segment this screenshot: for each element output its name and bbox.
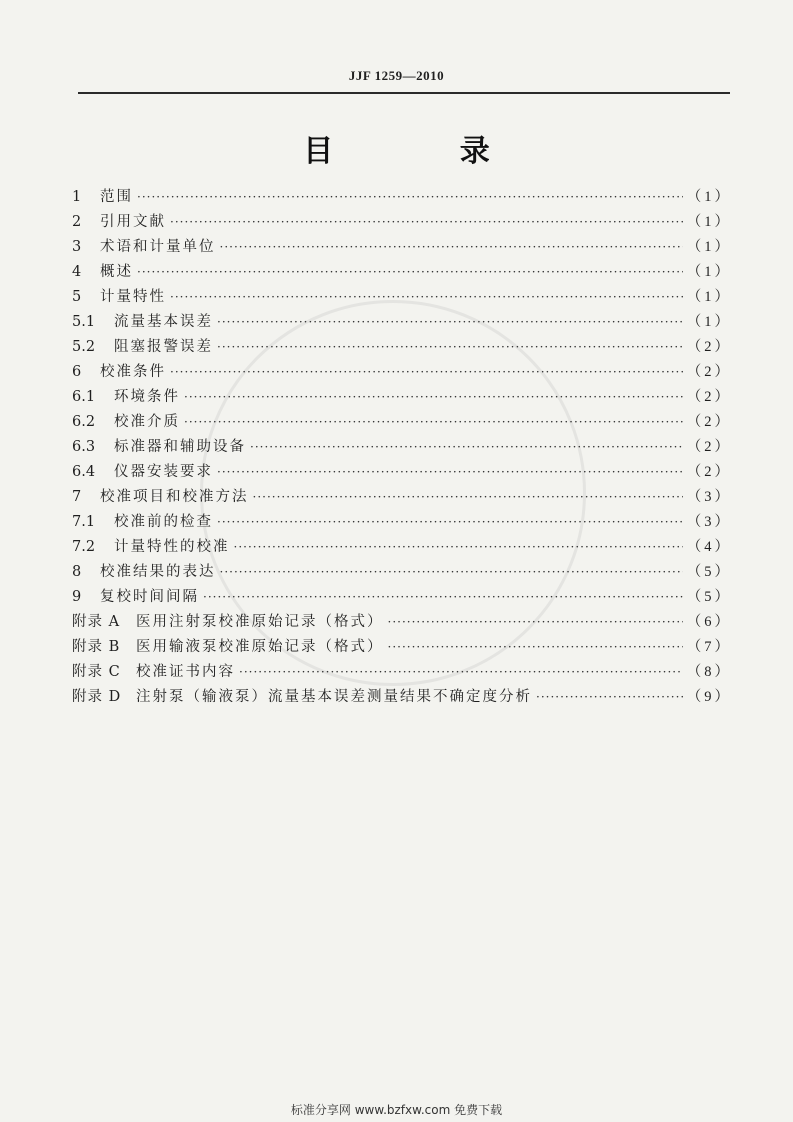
toc-entry-title: 校准条件 bbox=[100, 364, 166, 380]
toc-entry-page: （5） bbox=[686, 589, 732, 605]
toc-entry-page: （3） bbox=[686, 489, 732, 505]
toc-entry-number: 附录 D bbox=[72, 689, 122, 705]
toc-entry-title: 概述 bbox=[100, 264, 133, 280]
toc-entry-page: （1） bbox=[686, 314, 732, 330]
toc-entry-title: 计量特性 bbox=[100, 289, 166, 305]
toc-entry-page: （1） bbox=[686, 239, 732, 255]
toc-entry-title: 术语和计量单位 bbox=[100, 239, 216, 255]
toc-entry-page: （1） bbox=[686, 214, 732, 230]
toc-leader-dots bbox=[137, 265, 683, 279]
toc-entry-number: 6.4 bbox=[72, 464, 96, 480]
toc-entry bbox=[72, 610, 732, 635]
toc-entry-title: 医用注射泵校准原始记录（格式） bbox=[136, 614, 384, 630]
toc-entry-number: 3 bbox=[72, 239, 82, 255]
toc-entry-number: 9 bbox=[72, 589, 82, 605]
toc-leader-dots bbox=[536, 690, 683, 704]
toc-entry bbox=[72, 335, 732, 360]
toc-leader-dots bbox=[170, 290, 683, 304]
toc-entry-number: 7.1 bbox=[72, 514, 96, 530]
toc-entry-title: 流量基本误差 bbox=[114, 314, 213, 330]
toc-entry-title: 计量特性的校准 bbox=[114, 539, 230, 555]
toc-entry-number: 6.2 bbox=[72, 414, 96, 430]
toc-leader-dots bbox=[170, 215, 683, 229]
toc-entry bbox=[72, 310, 732, 335]
toc-entry-page: （2） bbox=[686, 414, 732, 430]
toc-entry bbox=[72, 535, 732, 560]
toc-entry-number: 6 bbox=[72, 364, 82, 380]
toc-entry-page: （1） bbox=[686, 264, 732, 280]
header-rule bbox=[78, 92, 730, 94]
toc-entry-number: 7 bbox=[72, 489, 82, 505]
toc-entry-number: 1 bbox=[72, 189, 82, 205]
toc-leader-dots bbox=[203, 590, 683, 604]
toc-entry-number: 附录 C bbox=[72, 664, 121, 680]
toc-entry-page: （9） bbox=[686, 689, 732, 705]
toc-entry-page: （2） bbox=[686, 389, 732, 405]
toc-entry bbox=[72, 685, 732, 710]
toc-entry bbox=[72, 360, 732, 385]
toc-entry-page: （3） bbox=[686, 514, 732, 530]
toc-entry-title: 校准结果的表达 bbox=[100, 564, 216, 580]
toc-entry bbox=[72, 660, 732, 685]
toc-entry-page: （4） bbox=[686, 539, 732, 555]
toc-entry-title: 阻塞报警误差 bbox=[114, 339, 213, 355]
toc-entry-title: 校准证书内容 bbox=[136, 664, 235, 680]
toc-entry bbox=[72, 260, 732, 285]
toc-entry-title: 注射泵（输液泵）流量基本误差测量结果不确定度分析 bbox=[136, 689, 532, 705]
toc-entry-title: 校准项目和校准方法 bbox=[100, 489, 249, 505]
toc-leader-dots bbox=[184, 390, 683, 404]
toc-entry-number: 7.2 bbox=[72, 539, 96, 555]
toc-entry-number: 5 bbox=[72, 289, 82, 305]
toc-entry-page: （8） bbox=[686, 664, 732, 680]
toc-leader-dots bbox=[184, 415, 683, 429]
toc-entry-title: 环境条件 bbox=[114, 389, 180, 405]
toc-leader-dots bbox=[239, 665, 683, 679]
toc-leader-dots bbox=[217, 465, 683, 479]
toc-entry bbox=[72, 410, 732, 435]
toc-entry-number: 5.1 bbox=[72, 314, 96, 330]
toc-entry-title: 仪器安装要求 bbox=[114, 464, 213, 480]
toc-entry-page: （7） bbox=[686, 639, 732, 655]
toc-entry bbox=[72, 235, 732, 260]
toc-leader-dots bbox=[217, 515, 683, 529]
toc-entry bbox=[72, 285, 732, 310]
toc-leader-dots bbox=[253, 490, 683, 504]
toc-entry-number: 6.1 bbox=[72, 389, 96, 405]
toc-entry-page: （2） bbox=[686, 339, 732, 355]
toc-entry-number: 2 bbox=[72, 214, 82, 230]
toc-leader-dots bbox=[234, 540, 683, 554]
toc-entry-title: 标准器和辅助设备 bbox=[114, 439, 246, 455]
toc-entry-number: 5.2 bbox=[72, 339, 96, 355]
toc-entry bbox=[72, 185, 732, 210]
toc-entry-title: 引用文献 bbox=[100, 214, 166, 230]
toc-entry-title: 校准前的检查 bbox=[114, 514, 213, 530]
toc-entry-title: 医用输液泵校准原始记录（格式） bbox=[136, 639, 384, 655]
toc-entry-number: 附录 B bbox=[72, 639, 121, 655]
toc-leader-dots bbox=[250, 440, 683, 454]
toc-entry-title: 校准介质 bbox=[114, 414, 180, 430]
toc-entry-number: 6.3 bbox=[72, 439, 96, 455]
toc-entry-page: （2） bbox=[686, 439, 732, 455]
toc-entry bbox=[72, 460, 732, 485]
toc-leader-dots bbox=[217, 340, 683, 354]
toc-leader-dots bbox=[220, 240, 683, 254]
toc-entry-number: 4 bbox=[72, 264, 82, 280]
toc-entry-page: （6） bbox=[686, 614, 732, 630]
toc-entry-title: 范围 bbox=[100, 189, 133, 205]
toc-entry bbox=[72, 485, 732, 510]
toc-entry bbox=[72, 210, 732, 235]
toc-entry bbox=[72, 510, 732, 535]
toc-leader-dots bbox=[388, 640, 683, 654]
toc-entry-page: （2） bbox=[686, 464, 732, 480]
toc-entry bbox=[72, 385, 732, 410]
toc-entry-page: （5） bbox=[686, 564, 732, 580]
toc-title: 目 录 bbox=[303, 134, 548, 169]
toc-entry-page: （1） bbox=[686, 189, 732, 205]
table-of-contents bbox=[72, 185, 732, 710]
toc-leader-dots bbox=[217, 315, 683, 329]
toc-leader-dots bbox=[388, 615, 683, 629]
toc-entry-number: 8 bbox=[72, 564, 82, 580]
footer-watermark: 标准分享网 www.bzfxw.com 免费下载 bbox=[290, 1103, 503, 1117]
toc-leader-dots bbox=[137, 190, 683, 204]
toc-entry bbox=[72, 435, 732, 460]
document-code: JJF 1259—2010 bbox=[348, 68, 445, 83]
toc-entry-number: 附录 A bbox=[72, 614, 121, 630]
toc-leader-dots bbox=[170, 365, 683, 379]
toc-entry-page: （2） bbox=[686, 364, 732, 380]
toc-entry bbox=[72, 585, 732, 610]
toc-entry bbox=[72, 560, 732, 585]
toc-entry bbox=[72, 635, 732, 660]
toc-entry-page: （1） bbox=[686, 289, 732, 305]
toc-leader-dots bbox=[220, 565, 683, 579]
toc-entry-title: 复校时间间隔 bbox=[100, 589, 199, 605]
